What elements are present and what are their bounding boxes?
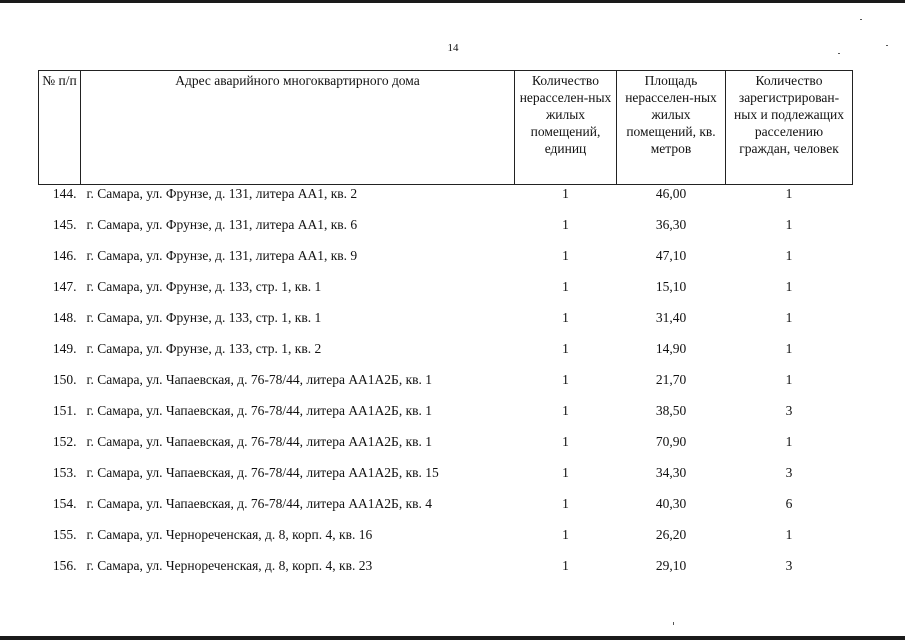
row-number: 147.: [52, 279, 77, 294]
row-unit-count: 1: [562, 248, 569, 263]
row-area: 26,20: [655, 527, 687, 542]
row-number: 151.: [52, 403, 77, 418]
row-area: 29,10: [655, 558, 687, 573]
row-unit-count: 1: [562, 558, 569, 573]
row-residents: 3: [785, 558, 793, 573]
table-row: [39, 465, 853, 496]
row-address: г. Самара, ул. Фрунзе, д. 131, литера АА1, кв. 6: [86, 217, 358, 232]
header-unit-count: Количество нерасселен-ных жилых помещений, единиц: [515, 71, 617, 185]
row-area: 21,70: [655, 372, 687, 387]
row-residents: 6: [785, 496, 793, 511]
page-number: 14: [447, 42, 459, 54]
scan-speck: [838, 53, 840, 54]
row-unit-count: 1: [562, 372, 569, 387]
header-address: Адрес аварийного многоквартирного дома: [81, 71, 515, 185]
row-address: г. Самара, ул. Чернореченская, д. 8, корп. 4, кв. 23: [86, 558, 373, 573]
table-row: [39, 185, 853, 218]
table-header-row: [39, 71, 853, 185]
row-unit-count: 1: [562, 341, 569, 356]
row-number: 153.: [52, 465, 77, 480]
row-area: 40,30: [655, 496, 687, 511]
row-unit-count: 1: [562, 310, 569, 325]
table-row: [39, 341, 853, 372]
header-area: Площадь нерасселен-ных жилых помещений, кв. метров: [617, 71, 726, 185]
row-number: 154.: [52, 496, 77, 511]
row-residents: 3: [785, 465, 793, 480]
row-residents: 1: [785, 341, 793, 356]
row-area: 47,10: [655, 248, 687, 263]
table-row: [39, 558, 853, 589]
row-residents: 1: [785, 372, 793, 387]
scan-edge-top: [0, 0, 905, 3]
header-residents: Количество зарегистрирован-ных и подлежащих расселению граждан, человек: [726, 71, 853, 185]
row-residents: 1: [785, 217, 793, 232]
row-area: 14,90: [655, 341, 687, 356]
row-residents: 1: [785, 186, 793, 201]
row-number: 155.: [52, 527, 77, 542]
row-address: г. Самара, ул. Фрунзе, д. 133, стр. 1, кв. 1: [86, 310, 322, 325]
row-unit-count: 1: [562, 217, 569, 232]
row-unit-count: 1: [562, 496, 569, 511]
row-area: 36,30: [655, 217, 687, 232]
row-address: г. Самара, ул. Фрунзе, д. 133, стр. 1, кв. 2: [86, 341, 322, 356]
row-area: 70,90: [655, 434, 687, 449]
header-number: № п/п: [39, 71, 81, 185]
row-area: 46,00: [655, 186, 687, 201]
table-row: [39, 434, 853, 465]
row-number: 148.: [52, 310, 77, 325]
scan-speck: [860, 19, 862, 20]
table-row: [39, 248, 853, 279]
row-number: 144.: [52, 186, 77, 201]
row-number: 152.: [52, 434, 77, 449]
row-area: 15,10: [655, 279, 687, 294]
row-unit-count: 1: [562, 403, 569, 418]
row-address: г. Самара, ул. Фрунзе, д. 131, литера АА1, кв. 9: [86, 248, 358, 263]
row-address: г. Самара, ул. Фрунзе, д. 131, литера АА1, кв. 2: [86, 186, 358, 201]
table-row: [39, 403, 853, 434]
row-residents: 1: [785, 279, 793, 294]
row-address: г. Самара, ул. Фрунзе, д. 133, стр. 1, кв. 1: [86, 279, 322, 294]
table-row: [39, 372, 853, 403]
row-residents: 3: [785, 403, 793, 418]
housing-table: [38, 70, 853, 589]
row-unit-count: 1: [562, 186, 569, 201]
row-unit-count: 1: [562, 527, 569, 542]
table-row: [39, 527, 853, 558]
scan-edge-bottom: [0, 636, 905, 640]
row-number: 149.: [52, 341, 77, 356]
table-row: [39, 496, 853, 527]
row-area: 31,40: [655, 310, 687, 325]
row-address: г. Самара, ул. Чапаевская, д. 76-78/44, литера АА1А2Б, кв. 15: [86, 465, 439, 480]
scan-speck: [673, 622, 674, 625]
table-row: [39, 310, 853, 341]
table-row: [39, 217, 853, 248]
table-body: [39, 185, 853, 590]
row-residents: 1: [785, 434, 793, 449]
row-area: 34,30: [655, 465, 687, 480]
row-area: 38,50: [655, 403, 687, 418]
row-number: 145.: [52, 217, 77, 232]
row-unit-count: 1: [562, 434, 569, 449]
row-number: 150.: [52, 372, 77, 387]
row-address: г. Самара, ул. Чернореченская, д. 8, корп. 4, кв. 16: [86, 527, 373, 542]
row-residents: 1: [785, 248, 793, 263]
row-number: 156.: [52, 558, 77, 573]
row-address: г. Самара, ул. Чапаевская, д. 76-78/44, литера АА1А2Б, кв. 1: [86, 403, 432, 418]
row-address: г. Самара, ул. Чапаевская, д. 76-78/44, литера АА1А2Б, кв. 1: [86, 434, 432, 449]
row-residents: 1: [785, 527, 793, 542]
row-address: г. Самара, ул. Чапаевская, д. 76-78/44, литера АА1А2Б, кв. 1: [86, 372, 432, 387]
row-address: г. Самара, ул. Чапаевская, д. 76-78/44, литера АА1А2Б, кв. 4: [86, 496, 432, 511]
table-row: [39, 279, 853, 310]
row-unit-count: 1: [562, 465, 569, 480]
row-unit-count: 1: [562, 279, 569, 294]
scan-speck: [886, 45, 888, 46]
row-number: 146.: [52, 248, 77, 263]
row-residents: 1: [785, 310, 793, 325]
